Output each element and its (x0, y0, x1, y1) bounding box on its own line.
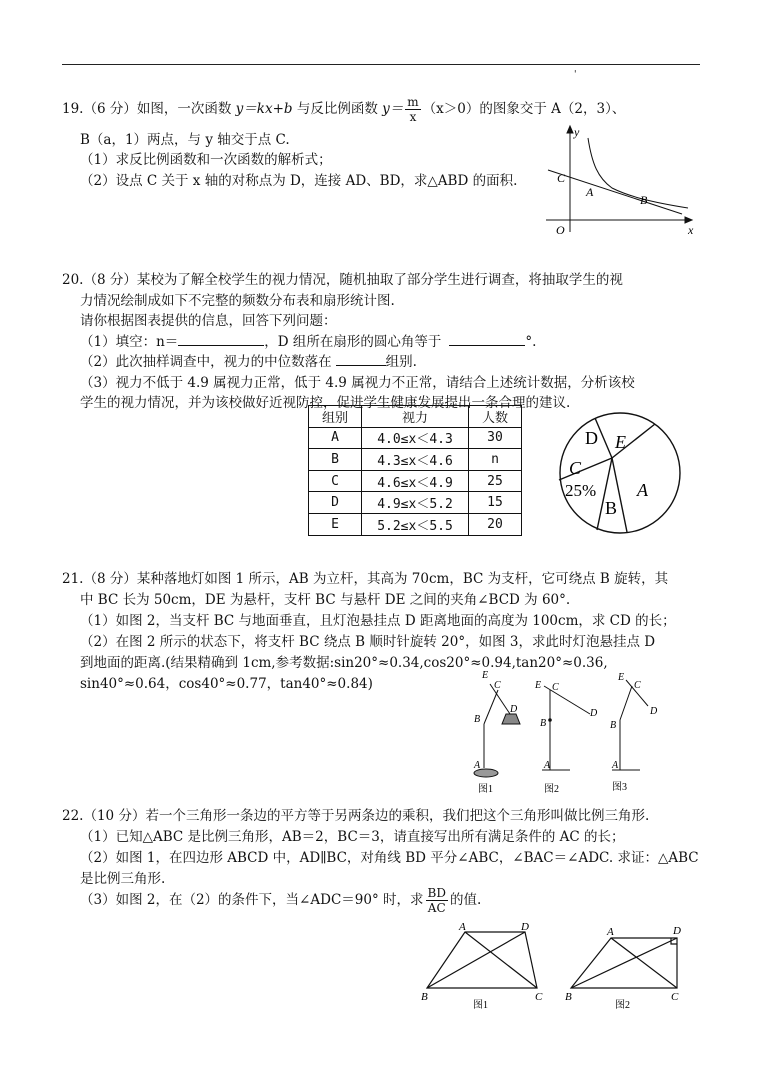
q22-line1: 22.（10 分）若一个三角形一条边的平方等于另两条边的乘积，我们把这个三角形叫做比例三角形. (62, 808, 650, 824)
svg-text:D: D (650, 706, 658, 717)
table-header-row: 组别 视力 人数 (309, 406, 522, 428)
table-row: D 4.9≤x＜5.2 15 (309, 492, 522, 514)
q19-hyperbola (588, 138, 688, 208)
fig2-caption: 图2 (544, 784, 559, 795)
svg-text:C: C (634, 680, 641, 691)
fig2-diagonal-BD (571, 938, 677, 988)
q21-part2c: sin40°≈0.64，cos40°≈0.77，tan40°≈0.84) (80, 676, 373, 692)
q22-part2a: （2）如图 1，在四边形 ABCD 中，AD∥BC，对角线 BD 平分∠ABC，∠BAC＝∠ADC. 求证：△ABC (80, 850, 699, 866)
q21-lamp-figures (460, 664, 680, 800)
pie-divider (597, 458, 612, 530)
fig1-lamp-shade (502, 714, 520, 724)
svg-text:D: D (510, 704, 518, 715)
q20-blank-median (336, 353, 386, 366)
fig2-diagonal-AC (611, 938, 677, 988)
pie-label-C: C (569, 458, 582, 478)
fig1-caption: 图1 (478, 784, 493, 795)
svg-text:C: C (552, 682, 559, 693)
top-mark: ' (574, 70, 577, 80)
svg-text:B: B (474, 714, 481, 725)
q20-blank-angle (449, 333, 525, 346)
q19-y-arrow (567, 126, 573, 133)
fig3-arm-BC (620, 686, 632, 720)
svg-text:C: C (671, 991, 679, 1003)
svg-text:A: A (474, 760, 481, 771)
q20-pie-chart (555, 408, 685, 538)
svg-text:C: C (494, 680, 501, 691)
fig1-arm-BC (484, 690, 498, 724)
svg-text:A: A (607, 926, 614, 938)
q19-label-y: y (574, 125, 580, 139)
q19-label-B: B (640, 193, 648, 207)
q20-part2: （2）此次抽样调查中，视力的中位数落在 组别. (80, 354, 417, 370)
svg-text:B: B (610, 720, 617, 731)
q19-line1: 19.（6 分）如图，一次函数 y＝kx+b 与反比例函数 y＝ $\frac{m}{x}$ （x＞0）的图象交于 A（2，3）、 (62, 95, 626, 124)
q19-label-O: O (556, 223, 565, 237)
svg-text:D: D (590, 708, 598, 719)
q21-line2: 中 BC 长为 50cm，DE 为悬杆，支杆 BC 与悬杆 DE 之间的夹角∠BCD 为 60°. (80, 592, 571, 608)
q19-label-A: A (586, 185, 594, 199)
q19-line2: B（a，1）两点，与 y 轴交于点 C. (80, 132, 290, 148)
q19-graph (540, 124, 700, 239)
pie-label-D: D (585, 428, 598, 448)
table-row: A 4.0≤x＜4.3 30 (309, 427, 522, 449)
q20-line2: 力情况绘制成如下不完整的频数分布表和扇形统计图. (80, 293, 395, 309)
q22-part2b: 是比例三角形. (80, 871, 166, 887)
svg-text:B: B (421, 991, 428, 1003)
q19-fraction: $\frac{m}{x}$ (407, 95, 419, 124)
svg-text:B: B (565, 991, 572, 1003)
fig1-trapezoid (427, 932, 537, 988)
svg-text:E: E (482, 670, 489, 681)
q20-line1: 20.（8 分）某校为了解全校学生的视力情况，随机抽取了部分学生进行调查，将抽取学生的视 (62, 272, 623, 288)
fig2-rod-DE (544, 686, 590, 714)
svg-text:E: E (618, 672, 625, 683)
fig2-caption: 图2 (615, 1000, 630, 1011)
q22-part1: （1）已知△ABC 是比例三角形，AB＝2，BC＝3，请直接写出所有满足条件的 AC 的长； (80, 829, 625, 845)
pie-label-E: E (615, 432, 626, 452)
pie-divider (612, 458, 627, 532)
q21-part2b: 到地面的距离.(结果精确到 1cm,参考数据:sin20°≈0.34,cos20°≈0.94,tan20°≈0.36, (80, 655, 608, 671)
fig2-point-B (549, 719, 552, 722)
q20-part3b: 学生的视力情况，并为该校做好近视防控，促进学生健康发展提出一条合理的建议. (80, 395, 571, 411)
table-row: B 4.3≤x＜4.6 n (309, 449, 522, 471)
q21-part2a: （2）在图 2 所示的状态下，将支杆 BC 绕点 B 顺时针旋转 20°，如图 3，求此时灯泡悬挂点 D (80, 634, 656, 650)
q19-label-C: C (557, 171, 566, 185)
svg-text:A: A (612, 760, 619, 771)
q22-part3: （3）如图 2，在（2）的条件下，当∠ADC＝90° 时，求 $\frac{BD}{AC}$ 的值. (80, 886, 482, 915)
svg-text:D: D (673, 925, 681, 937)
table-row: E 5.2≤x＜5.5 20 (309, 513, 522, 535)
q19-part1: （1）求反比例函数和一次函数的解析式； (80, 152, 332, 168)
pie-label-C-pct: 25% (565, 481, 597, 500)
svg-text:D: D (521, 921, 529, 933)
q19-label-x: x (688, 223, 694, 237)
svg-text:B: B (540, 718, 547, 729)
fig1-caption: 图1 (473, 1000, 488, 1011)
svg-text:E: E (535, 680, 542, 691)
q22-fraction: $\frac{BD}{AC}$ (427, 886, 446, 915)
q21-line1: 21.（8 分）某种落地灯如图 1 所示，AB 为立杆，其高为 70cm，BC 为支杆，它可绕点 B 旋转，其 (62, 571, 669, 587)
pie-label-B: B (605, 498, 618, 518)
q20-line3: 请你根据图表提供的信息，回答下列问题： (80, 313, 337, 329)
q20-part3a: （3）视力不低于 4.9 属视力正常，低于 4.9 属视力不正常，请结合上述统计数据，分析该校 (80, 375, 635, 391)
header-rule (62, 64, 700, 65)
table-row: C 4.6≤x＜4.9 25 (309, 470, 522, 492)
pie-label-A: A (637, 480, 648, 500)
q20-blank-n (178, 333, 264, 346)
fig3-caption: 图3 (612, 782, 627, 793)
svg-text:C: C (535, 991, 543, 1003)
svg-text:A: A (544, 760, 551, 771)
q20-part1: （1）填空：n＝ ，D 组所在扇形的圆心角等于 °. (80, 334, 537, 350)
svg-text:A: A (459, 921, 466, 933)
pie-divider (559, 458, 612, 480)
q22-figures (415, 918, 695, 1016)
q21-part1: （1）如图 2，当支杆 BC 与地面垂直，且灯泡悬挂点 D 距离地面的高度为 100cm，求 CD 的长； (80, 613, 676, 629)
q19-line-graph (548, 170, 682, 214)
q20-frequency-table (308, 405, 522, 536)
q19-part2: （2）设点 C 关于 x 轴的对称点为 D，连接 AD、BD，求△ABD 的面积. (80, 173, 518, 189)
